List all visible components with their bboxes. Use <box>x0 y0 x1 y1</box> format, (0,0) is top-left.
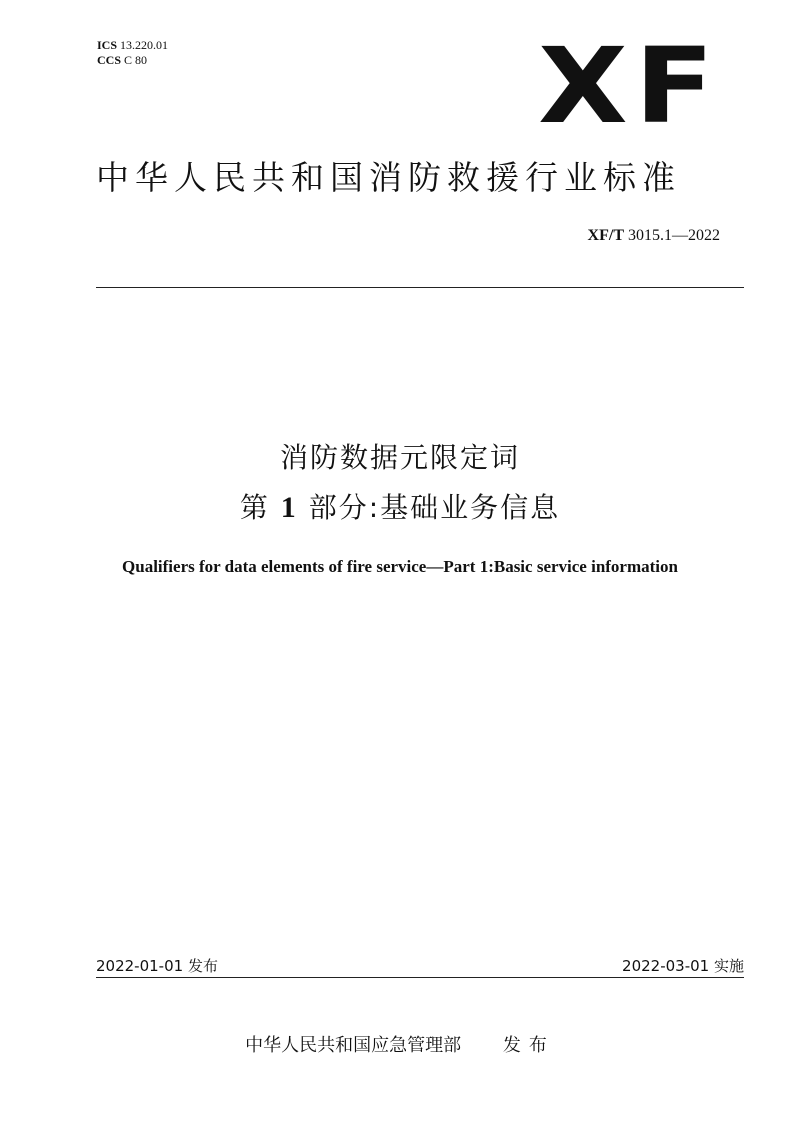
english-title: Qualifiers for data elements of fire service—Part 1:Basic service information <box>122 557 678 576</box>
implementation-date: 2022-03-01 实施 <box>622 957 744 975</box>
top-divider <box>96 287 744 288</box>
bottom-divider <box>96 977 744 978</box>
document-title-line2 <box>0 490 800 526</box>
ccs-label: CCS <box>97 53 122 67</box>
ccs-code <box>97 53 168 68</box>
ics-code <box>97 38 168 53</box>
xf-logo: XF <box>538 25 721 147</box>
standard-code: XF/T <box>587 227 624 244</box>
ics-value: 13.220.01 <box>120 38 169 52</box>
standard-number-value: 3015.1—2022 <box>628 227 720 244</box>
title-part-prefix: 第 <box>239 491 270 524</box>
title-part-number: 1 <box>280 491 298 524</box>
ccs-value: C 80 <box>124 53 148 67</box>
ics-label: ICS <box>97 38 118 52</box>
publisher <box>0 1034 800 1058</box>
classification-codes <box>97 38 168 68</box>
document-title-line1: 消防数据元限定词 <box>279 441 520 474</box>
publisher-action: 发布 <box>502 1035 555 1056</box>
title-part-rest: 部分:基础业务信息 <box>308 491 561 524</box>
issue-date: 2022-01-01 发布 <box>96 957 218 975</box>
publisher-name: 中华人民共和国应急管理部 <box>245 1035 462 1056</box>
standard-category-title: 中华人民共和国消防救援行业标准 <box>96 158 681 197</box>
standard-number <box>588 226 720 246</box>
